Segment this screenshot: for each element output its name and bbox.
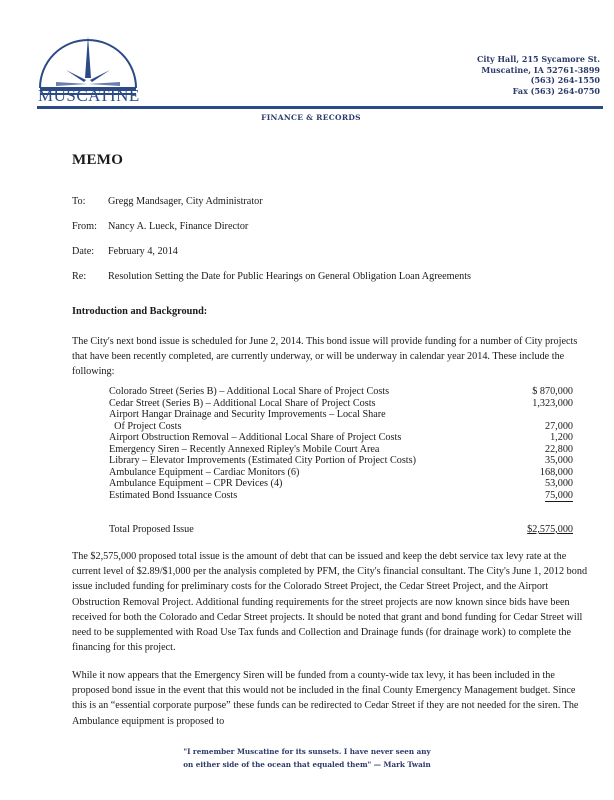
item-description: Estimated Bond Issuance Costs <box>109 489 238 501</box>
item-amount: 22,800 <box>544 443 573 455</box>
item-amount: 1,200 <box>550 432 573 443</box>
item-amount <box>493 409 573 421</box>
item-amount: 53,000 <box>544 478 573 489</box>
section-heading: Introduction and Background: <box>72 306 208 317</box>
item-description: Airport Hangar Drainage and Security Improvements – Local Share <box>109 409 386 420</box>
header-divider <box>37 106 603 109</box>
department-heading <box>0 113 614 122</box>
address-street: City Hall, 215 Sycamore St. <box>476 54 600 64</box>
item-amount: $ 870,000 <box>532 386 573 397</box>
item-description: Airport Obstruction Removal – Additional Local Share of Project Costs <box>109 432 402 443</box>
item-description: Colorado Street (Series B) – Additional Local Share of Project Costs <box>109 386 390 397</box>
memo-to-row <box>72 196 263 207</box>
item-amount: 168,000 <box>539 466 573 478</box>
quote-line-1: "I remember Muscatine for its sunsets. I have never seen any <box>183 747 431 756</box>
item-description: Ambulance Equipment – CPR Devices (4) <box>109 478 283 489</box>
address-phone: (563) 264-1550 <box>530 75 600 86</box>
siren-paragraph: While it now appears that the Emergency Siren will be funded from a county-wide tax levy, it has been included in the proposed bond issue in the event that this would not be included in the final County Emergency Management budget. Since this is an “essential corporate purpose” these funds can be redirected to Cedar Street if they are not needed for the siren. The Ambulance equipment is proposed to <box>72 670 579 727</box>
address-city: Muscatine, IA 52761-3899 <box>481 64 600 75</box>
address-fax: Fax (563) 264-0750 <box>512 85 600 96</box>
to-value: Gregg Mandsager, City Administrator <box>108 196 263 207</box>
item-description: Ambulance Equipment – Cardiac Monitors (6) <box>109 466 300 478</box>
from-label: From: <box>72 221 97 232</box>
re-label: Re: <box>72 271 87 282</box>
department-label: FINANCE & RECORDS <box>261 113 361 122</box>
item-amount: 1,323,000 <box>532 397 573 409</box>
list-item <box>109 421 573 433</box>
item-amount <box>493 490 573 502</box>
list-item <box>109 455 573 467</box>
item-description: Emergency Siren – Recently Annexed Ripley's Mobile Court Area <box>109 443 380 455</box>
funding-paragraph: The $2,575,000 proposed total issue is the amount of debt that can be issued and keep the debt service tax levy rate at the current level of $2.89/$1,000 per the analysis completed by PFM, the City's financial consultant. The City's June 1, 2012 bond issue included funding for preliminary costs for the Colorado Street Project, the Cedar Street Project, and the Airport Obstruction Removal Project. Additional funding requirements for the street projects are now known since bids have been received for both the Colorado and Cedar Street projects. It should be noted that grant and bond funding for Cedar Street will need to be supplemented with Road Use Tax funds and Collection and Drainage funds (for drainage work) to complete the financing for this project. <box>72 551 588 654</box>
from-value: Nancy A. Lueck, Finance Director <box>108 221 249 232</box>
list-item <box>109 409 573 421</box>
total-amount: $2,575,000 <box>527 524 573 535</box>
item-amount: 35,000 <box>544 455 573 466</box>
item-description: Cedar Street (Series B) – Additional Local Share of Project Costs <box>109 397 376 409</box>
memo-title: MEMO <box>72 152 124 168</box>
to-label: To: <box>72 196 86 207</box>
quote-line-2: on either side of the ocean that equaled them" — Mark Twain <box>183 760 431 769</box>
list-item <box>109 444 573 456</box>
intro-paragraph: The City's next bond issue is scheduled for June 2, 2014. This bond issue will provide funding for a number of City projects that have been recently completed, are currently underway, or will be underway in calendar year 2014. These include the following: <box>72 336 578 378</box>
list-item <box>109 432 573 444</box>
memo-from-row <box>72 221 248 232</box>
list-item <box>109 398 573 410</box>
memo-date-row <box>72 246 178 257</box>
project-cost-list <box>109 386 573 501</box>
item-amount: 27,000 <box>544 420 573 432</box>
total-row <box>109 524 573 535</box>
memo-re-row <box>72 271 471 282</box>
list-item <box>109 478 573 490</box>
item-amount-value: 75,000 <box>544 489 573 501</box>
logo-wordmark: MUSCATINE <box>38 86 140 105</box>
date-value: February 4, 2014 <box>108 246 178 257</box>
re-value: Resolution Setting the Date for Public Hearings on General Obligation Loan Agreements <box>108 271 471 282</box>
list-item <box>109 467 573 479</box>
total-label: Total Proposed Issue <box>109 524 194 535</box>
list-item <box>109 490 573 502</box>
footer-quote <box>0 745 614 771</box>
city-hall-address <box>477 54 600 96</box>
date-label: Date: <box>72 246 95 257</box>
list-item <box>109 386 573 398</box>
item-description: Of Project Costs <box>109 420 182 432</box>
item-description: Library – Elevator Improvements (Estimated City Portion of Project Costs) <box>109 455 416 466</box>
